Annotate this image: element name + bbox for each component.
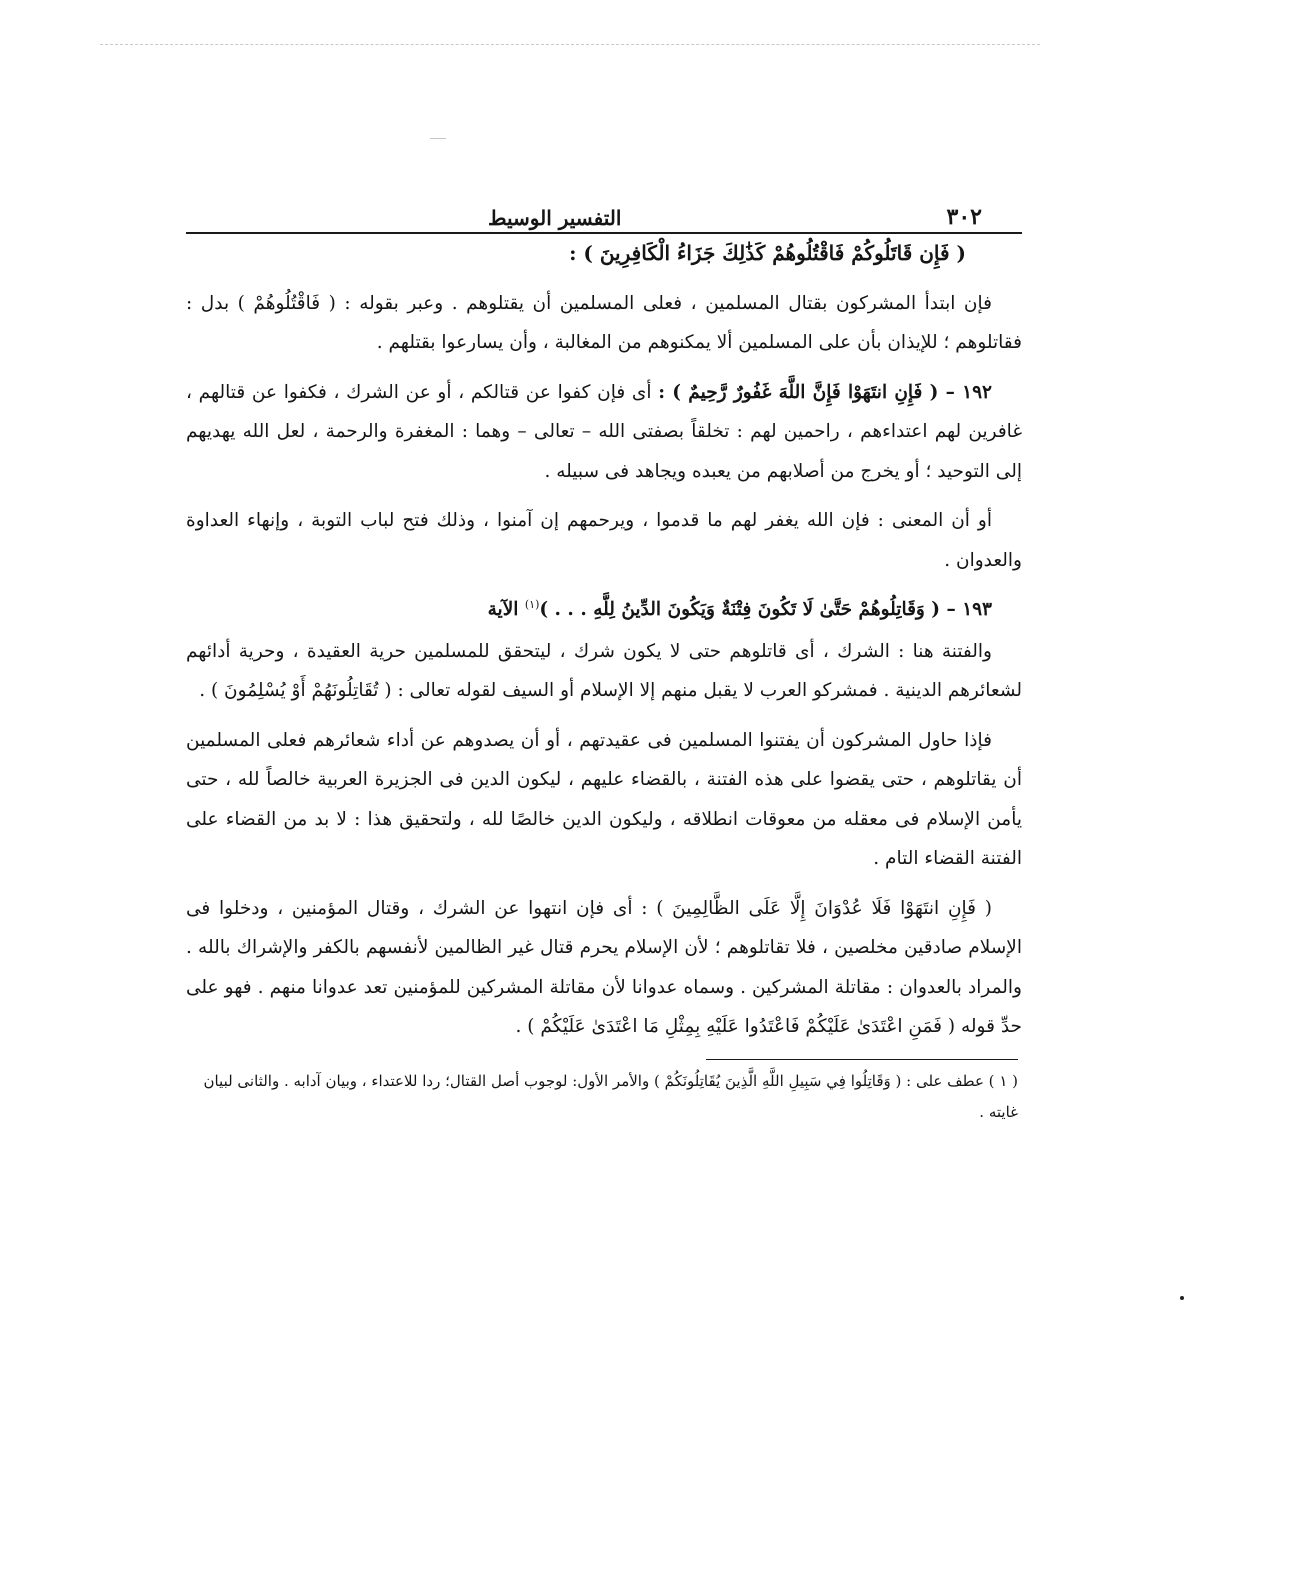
- page-header: [186, 196, 1022, 234]
- paragraph-if-they-cease: ( فَإِنِ انتَهَوْا فَلَا عُدْوَانَ إِلَّا عَلَى الظَّالِمِينَ ) : أى فإن انتهوا عن الشرك ، وقتال المؤمنين ، ودخلوا فى الإسلام صادقين مخلصين ، فلا تقاتلوهم ؛ لأن الإسلام يحرم قتال غير الظالمين لأنفسهم بالكفر والإشراك بالله . والمراد بالعدوان : مقاتلة المشركين . وسماه عدوانا لأن مقاتلة المشركين للمؤمنين تعد عدوانا منهم . فهو على حدِّ قوله ( فَمَنِ اعْتَدَىٰ عَلَيْكُمْ فَاعْتَدُوا عَلَيْهِ بِمِثْلِ مَا اعْتَدَىٰ عَلَيْكُمْ ) .: [186, 897, 1022, 1037]
- running-title: التفسير الوسيط: [488, 206, 622, 230]
- page-number: ٣٠٢: [946, 204, 982, 230]
- paragraph-verse-192: ١٩٢ – ( فَإِنِ انتَهَوْا فَإِنَّ اللَّهَ غَفُورٌ رَّحِيمٌ ) : أى فإن كفوا عن قتالكم ، أو عن الشرك ، فكفوا عن قتالهم ، غافرين لهم اعتداءهم ، راحمين لهم : تخلقاً بصفتى الله – تعالى – وهما : المغفرة والرحمة ، لعل الله يهديهم إلى التوحيد ؛ أو يخرج من أصلابهم من يعبده ويجاهد فى سبيله .: [186, 381, 1022, 482]
- scan-artifact-line: [100, 44, 1040, 45]
- footnotes: [186, 1066, 1022, 1128]
- paragraph-fight-back: فإن ابتدأ المشركون بقتال المسلمين ، فعلى المسلمين أن يقتلوهم . وعبر بقوله : ( فَاقْتُلُوهُمْ ) بدل : فقاتلوهم ؛ للإيذان بأن على المسلمين ألا يمكنوهم من المغالبة ، وأن يسارعوا بقتلهم .: [186, 292, 1022, 353]
- paragraph-if-they-tempt: فإذا حاول المشركون أن يفتنوا المسلمين فى عقيدتهم ، أو أن يصدوهم عن أداء شعائرهم فعلى المسلمين أن يقاتلوهم ، حتى يقضوا على هذه الفتنة ، بالقضاء عليهم ، ليكون الدين فى الجزيرة العربية خالصاً لله ، حتى يأمن الإسلام فى معقله من معوقات انطلاقه ، وليكون الدين خالصًا لله ، ولتحقيق هذا : لا بد من القضاء على الفتنة القضاء التام .: [186, 729, 1022, 869]
- page-body: [186, 234, 1022, 1047]
- footnote-divider: [706, 1059, 1018, 1060]
- paragraph-fitna: والفتنة هنا : الشرك ، أى قاتلوهم حتى لا يكون شرك ، ليتحقق للمسلمين حرية العقيدة ، وحرية أدائهم لشعائرهم الدينية . فمشركو العرب لا يقبل منهم إلا الإسلام أو السيف لقوله تعالى : ( تُقَاتِلُونَهُمْ أَوْ يُسْلِمُونَ ) .: [186, 640, 1022, 701]
- paragraph-meaning: أو أن المعنى : فإن الله يغفر لهم ما قدموا ، ويرحمهم إن آمنوا ، وذلك فتح لباب التوبة ، وإنهاء العداوة والعدوان .: [186, 510, 1022, 571]
- book-page: [186, 196, 1022, 1128]
- paragraph-verse-193: ١٩٣ – ( وَقَاتِلُوهُمْ حَتَّىٰ لَا تَكُونَ فِتْنَةٌ وَيَكُونَ الدِّينُ لِلَّهِ . . . )$^{(١)}$ الآية: [487, 597, 992, 620]
- verse-heading-191: ( فَإِن قَاتَلُوكُمْ فَاقْتُلُوهُمْ كَذَٰلِكَ جَزَاءُ الْكَافِرِينَ ) :: [569, 241, 966, 265]
- scan-artifact-tick: [430, 138, 446, 139]
- footnote-marker: (١): [524, 597, 540, 611]
- footnote-1: ( ١ ) عطف على : ( وَقَاتِلُوا فِي سَبِيلِ اللَّهِ الَّذِينَ يُقَاتِلُونَكُمْ ) والأمر الأول: لوجوب أصل القتال؛ ردا للاعتداء ، وبيان آدابه . والثانى لبيان غايته .: [203, 1071, 1018, 1121]
- scan-speck: [1180, 1296, 1184, 1300]
